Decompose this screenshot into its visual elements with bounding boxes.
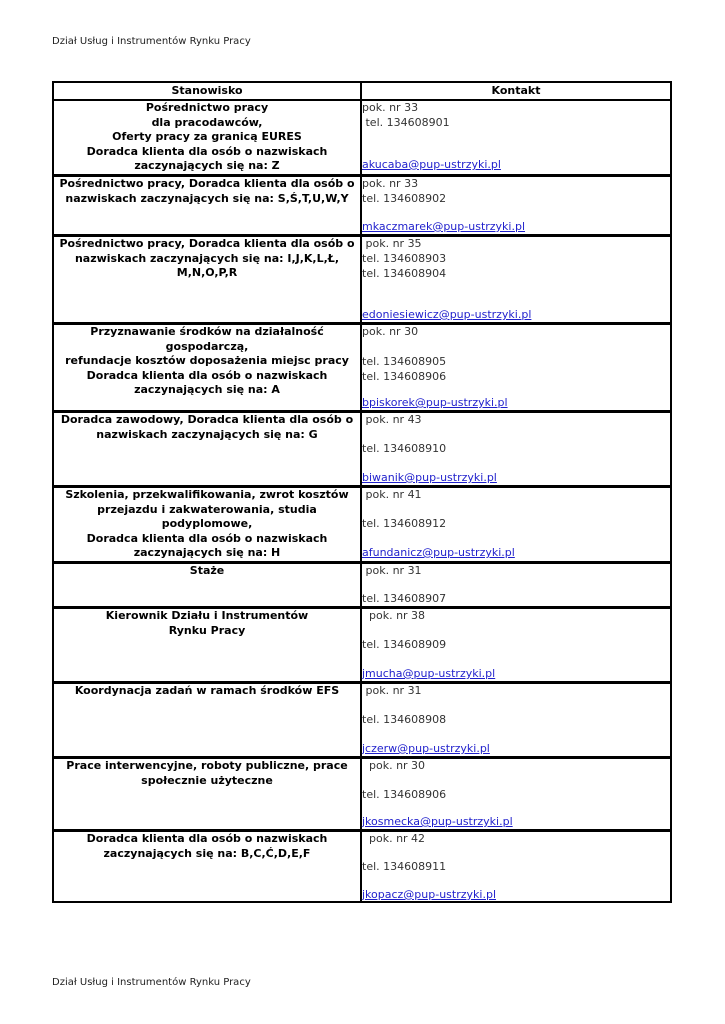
contact-cell	[361, 175, 671, 235]
position-line: nazwiskach zaczynających się na: G	[96, 427, 318, 441]
position-line: Doradca klienta dla osób o nazwiskach	[86, 831, 328, 845]
position-cell	[53, 562, 361, 607]
position-cell	[53, 830, 361, 902]
table-row	[53, 323, 671, 411]
position-line: refundacje kosztów doposażenia miejsc pracy	[65, 354, 349, 368]
room-number: pok. nr 35	[362, 236, 422, 250]
position-cell	[53, 411, 361, 486]
position-line: Staże	[189, 563, 225, 577]
position-line: zaczynających się na: Z	[134, 159, 280, 173]
page-header: Dział Usług i Instrumentów Rynku Pracy	[52, 36, 251, 47]
table-body	[53, 100, 671, 902]
position-line: Pośrednictwo pracy, Doradca klienta dla osób o	[59, 176, 355, 190]
contact-cell	[361, 100, 671, 175]
position-line: Szkolenia, przekwalifikowania, zwrot kosztów	[65, 487, 349, 501]
phone-number: tel. 134608906	[362, 369, 447, 383]
position-line: Doradca klienta dla osób o nazwiskach	[86, 144, 328, 158]
room-number: pok. nr 38	[362, 608, 426, 622]
email-link[interactable]: biwanik@pup-ustrzyki.pl	[362, 470, 497, 484]
phone-number: tel. 134608911	[362, 859, 447, 873]
contact-cell	[361, 235, 671, 323]
position-line: Prace interwencyjne, roboty publiczne, prace	[66, 758, 348, 772]
email-link[interactable]: jkosmecka@pup-ustrzyki.pl	[362, 814, 513, 828]
phone-number: tel. 134608903	[362, 251, 447, 265]
room-number: pok. nr 43	[362, 412, 422, 426]
position-cell	[53, 607, 361, 682]
contact-cell	[361, 562, 671, 607]
position-line: przejazdu i zakwaterowania, studia podyplomowe,	[97, 502, 317, 531]
position-cell	[53, 235, 361, 323]
room-number: pok. nr 42	[362, 831, 426, 845]
email-link[interactable]: jmucha@pup-ustrzyki.pl	[362, 666, 496, 680]
position-line: zaczynających się na: B,C,Ć,D,E,F	[103, 846, 311, 860]
contact-cell	[361, 607, 671, 682]
phone-number: tel. 134608912	[362, 516, 447, 530]
email-link[interactable]: jczerw@pup-ustrzyki.pl	[362, 741, 490, 755]
column-header-contact: Kontakt	[361, 82, 671, 100]
contact-cell	[361, 757, 671, 830]
table-row	[53, 486, 671, 562]
phone-number: tel. 134608902	[362, 191, 447, 205]
table-row	[53, 100, 671, 175]
contact-table	[52, 81, 672, 903]
contact-cell	[361, 682, 671, 757]
email-link[interactable]: bpiskorek@pup-ustrzyki.pl	[362, 395, 508, 409]
room-number: pok. nr 33	[362, 176, 419, 190]
email-link[interactable]: jkopacz@pup-ustrzyki.pl	[362, 887, 496, 901]
position-line: Doradca klienta dla osób o nazwiskach	[86, 368, 328, 382]
position-line: Rynku Pracy	[168, 623, 246, 637]
position-line: nazwiskach zaczynających się na: I,J,K,L,Ł,	[74, 251, 340, 265]
phone-number: tel. 134608904	[362, 266, 447, 280]
position-line: Oferty pracy za granicą EURES	[112, 130, 302, 144]
email-link[interactable]: afundanicz@pup-ustrzyki.pl	[362, 545, 515, 559]
position-cell	[53, 757, 361, 830]
phone-number: tel. 134608905	[362, 354, 447, 368]
position-cell	[53, 486, 361, 562]
table-row	[53, 607, 671, 682]
phone-number: tel. 134608901	[362, 116, 450, 129]
table-row	[53, 411, 671, 486]
room-number: pok. nr 31	[362, 683, 422, 697]
position-line: dla pracodawców,	[151, 115, 263, 129]
email-link[interactable]: mkaczmarek@pup-ustrzyki.pl	[362, 219, 526, 233]
table-row	[53, 235, 671, 323]
email-link[interactable]: edoniesiewicz@pup-ustrzyki.pl	[362, 307, 532, 321]
room-number: pok. nr 31	[362, 563, 422, 577]
position-line: Koordynacja zadań w ramach środków EFS	[74, 683, 340, 697]
table-row	[53, 757, 671, 830]
position-line: Doradca zawodowy, Doradca klienta dla osób o	[60, 412, 354, 426]
room-number: pok. nr 30	[362, 758, 426, 772]
table-row	[53, 830, 671, 902]
position-line: zaczynających się na: A	[134, 383, 280, 397]
table-row	[53, 682, 671, 757]
contact-cell	[361, 486, 671, 562]
room-number: pok. nr 30	[362, 324, 419, 338]
position-line: społecznie użyteczne	[141, 773, 273, 787]
position-cell	[53, 100, 361, 175]
phone-number: tel. 134608910	[362, 441, 447, 455]
contact-cell	[361, 323, 671, 411]
phone-number: tel. 134608907	[362, 591, 447, 605]
position-line: Pośrednictwo pracy, Doradca klienta dla osób o	[59, 236, 355, 250]
table-row	[53, 562, 671, 607]
contact-cell	[361, 830, 671, 902]
table-row	[53, 175, 671, 235]
position-line: zaczynających się na: H	[133, 546, 281, 560]
column-header-position: Stanowisko	[53, 82, 361, 100]
position-line: Doradca klienta dla osób o nazwiskach	[86, 531, 328, 545]
position-line: Pośrednictwo pracy	[145, 101, 269, 114]
position-line: gospodarczą,	[165, 339, 249, 353]
position-line: Przyznawanie środków na działalność	[90, 324, 324, 338]
position-line: M,N,O,P,R	[176, 266, 238, 280]
position-cell	[53, 682, 361, 757]
page-footer: Dział Usług i Instrumentów Rynku Pracy	[52, 977, 251, 988]
room-number: pok. nr 33	[362, 101, 419, 114]
phone-number: tel. 134608906	[362, 787, 447, 801]
position-line: Kierownik Działu i Instrumentów	[105, 608, 309, 622]
email-link[interactable]: akucaba@pup-ustrzyki.pl	[362, 158, 501, 171]
position-line: nazwiskach zaczynających się na: S,Ś,T,U,W,Y	[65, 191, 349, 205]
position-cell	[53, 175, 361, 235]
contact-cell	[361, 411, 671, 486]
position-cell	[53, 323, 361, 411]
table-header-row	[53, 82, 671, 100]
phone-number: tel. 134608908	[362, 712, 447, 726]
room-number: pok. nr 41	[362, 487, 422, 501]
phone-number: tel. 134608909	[362, 637, 447, 651]
